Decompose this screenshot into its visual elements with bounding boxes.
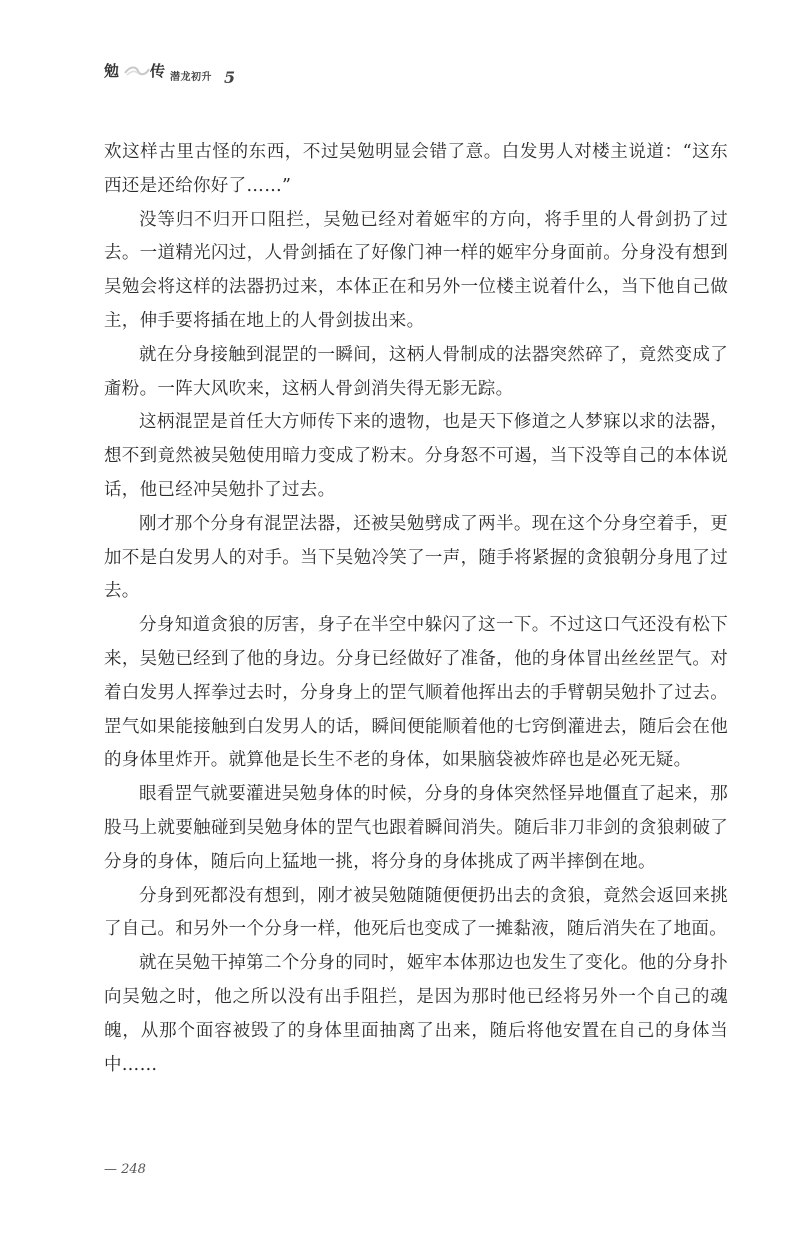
paragraph: 刚才那个分身有混罡法器，还被吴勉劈成了两半。现在这个分身空着手，更加不是白发男人的对手。当下吴勉冷笑了一声，随手将紧握的贪狼朝分身甩了过去。 [104, 513, 728, 602]
paragraph: 没等归不归开口阻拦，吴勉已经对着姬牢的方向，将手里的人骨剑扔了过去。一道精光闪过，人骨剑插在了好像门神一样的姬牢分身面前。分身没有想到吴勉会将这样的法器扔过来，本体正在和另外一位楼主说着什么，当下他自己做主，伸手要将插在地上的人骨剑拔出来。 [104, 209, 728, 331]
paragraph: 眼看罡气就要灌进吴勉身体的时候，分身的身体突然怪异地僵直了起来，那股马上就要触碰到吴勉身体的罡气也跟着瞬间消失。随后非刀非剑的贪狼刺破了分身的身体，随后向上猛地一挑，将分身的身体挑成了两半摔倒在地。 [104, 784, 728, 872]
paragraph: 就在吴勉干掉第二个分身的同时，姬牢本体那边也发生了变化。他的分身扑向吴勉之时，他之所以没有出手阻拦，是因为那时他已经将另外一个自己的魂魄，从那个面容被毁了的身体里面抽离了出来，随后将他安置在自己的身体当中…… [104, 953, 728, 1075]
page-number: — 248 [104, 1162, 146, 1177]
body-text [104, 136, 728, 1082]
paragraph: 分身知道贪狼的厉害，身子在半空中躲闪了这一下。不过这口气还没有松下来，吴勉已经到了他的身边。分身已经做好了准备，他的身体冒出丝丝罡气。对着白发男人挥拳过去时，分身身上的罡气顺着他挥出去的手臂朝吴勉扑了过去。罡气如果能接触到白发男人的话，瞬间便能顺着他的七窍倒灌进去，随后会在他的身体里炸开。就算他是长生不老的身体，如果脑袋被炸碎也是必死无疑。 [104, 615, 728, 771]
header-volume-number: 5 [224, 68, 236, 87]
swirl-ornament-icon [124, 64, 150, 78]
running-header [104, 56, 404, 96]
paragraph: 这柄混罡是首任大方师传下来的遗物，也是天下修道之人梦寐以求的法器，想不到竟然被吴勉使用暗力变成了粉末。分身怒不可遏，当下没等自己的本体说话，他已经冲吴勉扑了过去。 [104, 412, 728, 500]
header-title-left: 勉 [104, 62, 120, 80]
paragraph: 就在分身接触到混罡的一瞬间，这柄人骨制成的法器突然碎了，竟然变成了齑粉。一阵大风吹来，这柄人骨剑消失得无影无踪。 [104, 344, 728, 399]
paragraph: 欢这样古里古怪的东西，不过吴勉明显会错了意。白发男人对楼主说道：“这东西还是还给你好了……” [104, 142, 728, 196]
header-subtitle: 潜龙初升 [170, 72, 212, 83]
paragraph: 分身到死都没有想到，刚才被吴勉随随便便扔出去的贪狼，竟然会返回来挑了自己。和另外一个分身一样，他死后也变成了一摊黏液，随后消失在了地面。 [104, 885, 728, 940]
header-title-right: 传 [150, 62, 166, 80]
